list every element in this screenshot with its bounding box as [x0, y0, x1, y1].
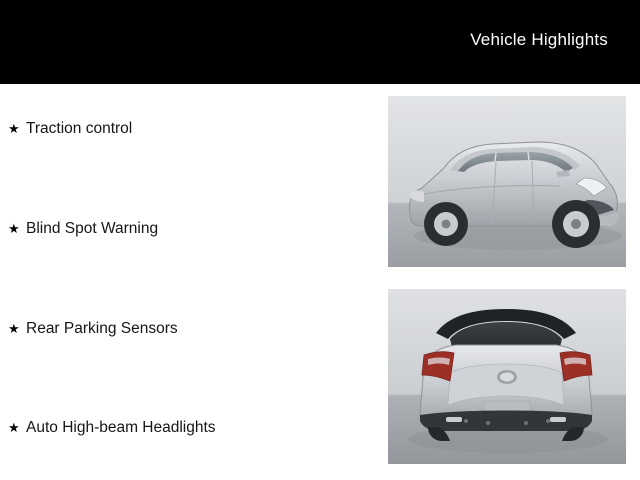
- wheel-front: [552, 200, 600, 248]
- list-item: [8, 419, 216, 437]
- star-bullet-icon: ★: [8, 420, 20, 435]
- feature-label: Rear Parking Sensors: [26, 320, 178, 337]
- feature-label: Traction control: [26, 120, 133, 137]
- list-item: [8, 120, 132, 138]
- header-bar: [0, 0, 640, 84]
- vehicle-front-three-quarter-illustration: [388, 96, 626, 267]
- star-bullet-icon: ★: [8, 221, 20, 236]
- page-title: Vehicle Highlights: [470, 30, 608, 49]
- star-bullet-icon: ★: [8, 321, 20, 336]
- wheel-rear: [424, 202, 468, 246]
- list-item: [8, 320, 178, 338]
- vehicle-rear-photo: [388, 289, 626, 464]
- vehicle-rear-illustration: [388, 289, 626, 464]
- star-bullet-icon: ★: [8, 121, 20, 136]
- vehicle-front-three-quarter-photo: [388, 96, 626, 267]
- vehicle-highlights-list: [0, 84, 388, 480]
- feature-label: Auto High-beam Headlights: [26, 419, 216, 436]
- feature-label: Blind Spot Warning: [26, 220, 159, 237]
- list-item: [8, 220, 158, 238]
